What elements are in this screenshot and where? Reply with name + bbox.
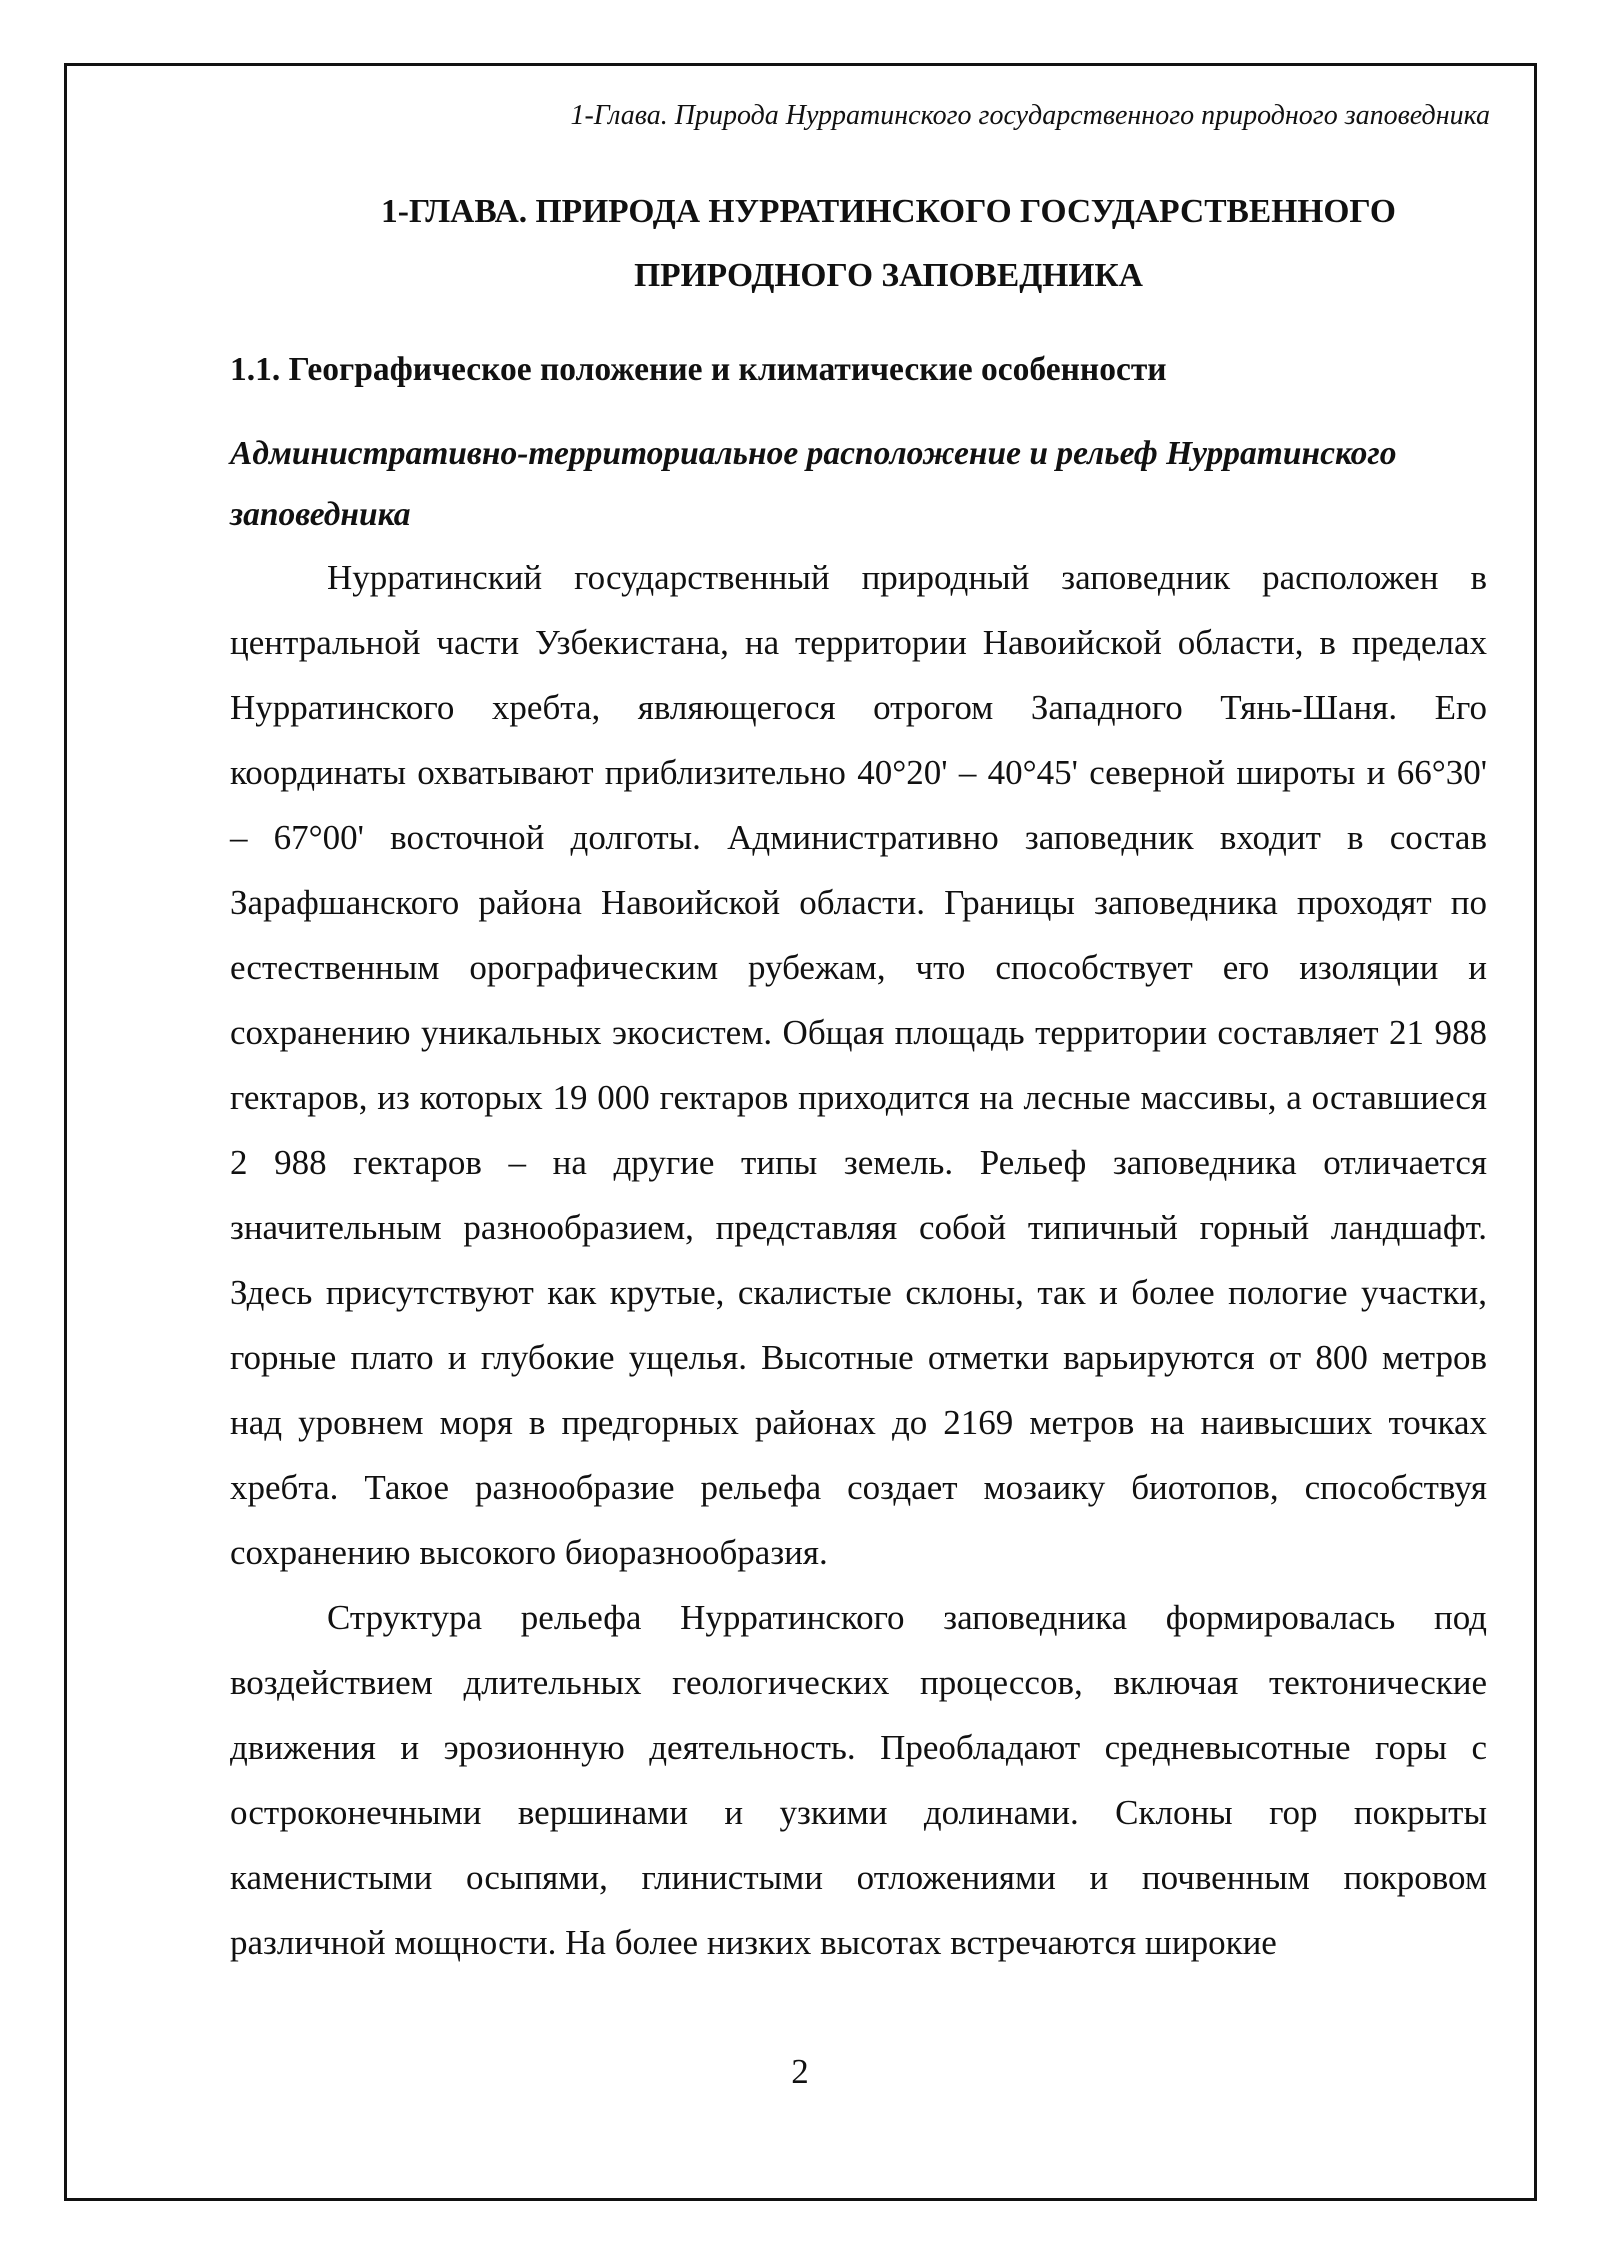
body-paragraph: Структура рельефа Нурратинского заповедника формировалась под воздействием длительных геологических процессов, включая тектонические движения и эрозионную деятельность. Преобладают средневысотные горы с остроконечными вершинами и узкими долинами. Склоны гор покрыты каменистыми осыпями, глинистыми отложениями и почвенным покровом различной мощности. На более низких высотах встречаются широкие bbox=[230, 1598, 1487, 1962]
running-header: 1-Глава. Природа Нурратинского государственного природного заповедника bbox=[570, 100, 1490, 131]
page-content bbox=[230, 180, 1487, 1975]
page-number: 2 bbox=[791, 2052, 809, 2091]
section-title: 1.1. Географическое положение и климатические особенности bbox=[230, 351, 1167, 388]
body-paragraph: Нурратинский государственный природный заповедник расположен в центральной части Узбекистана, на территории Навоийской области, в пределах Нурратинского хребта, являющегося отрогом Западного Тянь-Шаня. Его координаты охватывают приблизительно 40°20' – 40°45' северной широты и 66°30' – 67°00' восточной долготы. Административно заповедник входит в состав Зарафшанского района Навоийской области. Границы заповедника проходят по естественным орографическим рубежам, что способствует его изоляции и сохранению уникальных экосистем. Общая площадь территории составляет 21 988 гектаров, из которых 19 000 гектаров приходится на лесные массивы, а оставшиеся 2 988 гектаров – на другие типы земель. Рельеф заповедника отличается значительным разнообразием, представляя собой типичный горный ландшафт. Здесь присутствуют как крутые, скалистые склоны, так и более пологие участки, горные плато и глубокие ущелья. Высотные отметки варьируются от 800 метров над уровнем моря в предгорных районах до 2169 метров на наивысших точках хребта. Такое разнообразие рельефа создает мозаику биотопов, способствуя сохранению высокого биоразнообразия. bbox=[230, 558, 1487, 1572]
chapter-title: 1-ГЛАВА. ПРИРОДА НУРРАТИНСКОГО ГОСУДАРСТВЕННОГО ПРИРОДНОГО ЗАПОВЕДНИКА bbox=[381, 193, 1396, 294]
subsection-title: Административно-территориальное расположение и рельеф Нурратинского заповедника bbox=[230, 435, 1397, 533]
